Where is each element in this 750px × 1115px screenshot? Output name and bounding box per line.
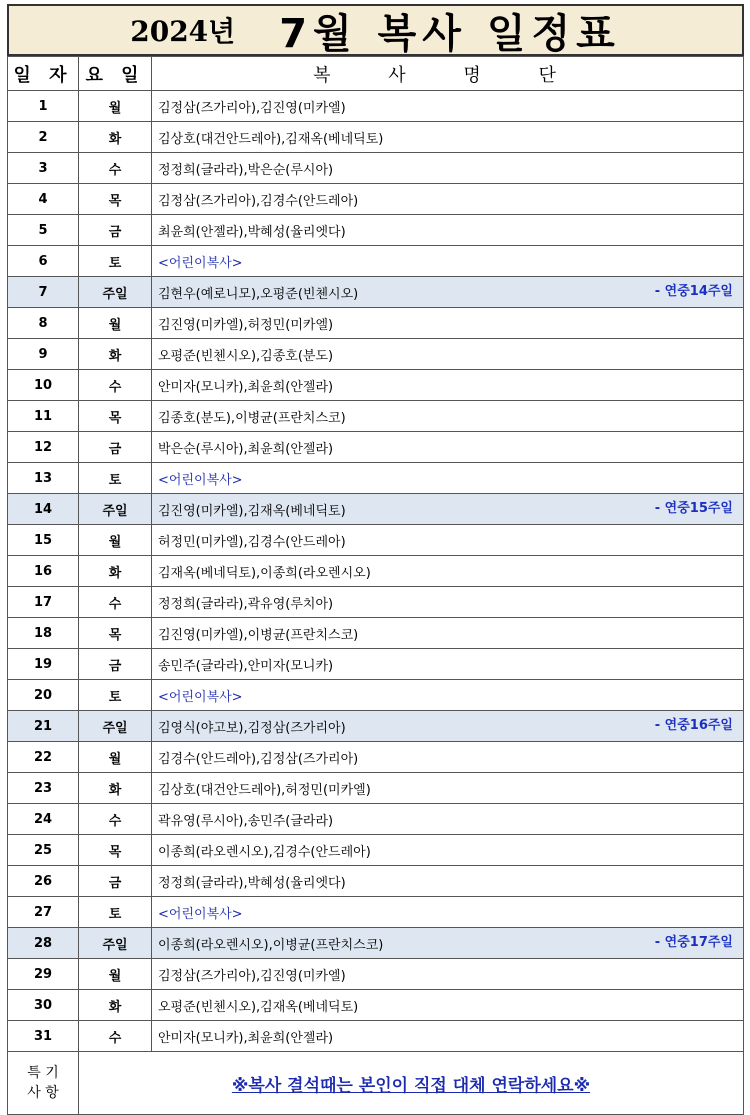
table-row — [8, 494, 744, 525]
day-cell: 13 — [8, 463, 79, 494]
weekday-cell: 화 — [79, 556, 152, 587]
day-cell: 10 — [8, 370, 79, 401]
title-bar — [7, 4, 744, 56]
header-day: 일 자 — [8, 57, 79, 91]
names-text: <어린이복사> — [158, 472, 243, 488]
names-cell — [152, 463, 744, 494]
weekday-cell: 목 — [79, 401, 152, 432]
notes-label-top: 특 기 — [27, 1065, 59, 1081]
names-text: 김경수(안드레아),김정삼(즈가리아) — [158, 751, 359, 767]
names-cell — [152, 928, 744, 959]
names-cell — [152, 773, 744, 804]
day-cell: 18 — [8, 618, 79, 649]
day-cell: 12 — [8, 432, 79, 463]
table-row — [8, 618, 744, 649]
day-cell: 31 — [8, 1021, 79, 1052]
table-row — [8, 556, 744, 587]
sunday-week-label: - 연중15주일 — [654, 501, 733, 516]
day-cell: 14 — [8, 494, 79, 525]
table-row — [8, 215, 744, 246]
names-text: 김영식(야고보),김정삼(즈가리아) — [158, 720, 346, 736]
names-cell — [152, 804, 744, 835]
day-cell: 26 — [8, 866, 79, 897]
names-cell — [152, 277, 744, 308]
names-cell — [152, 680, 744, 711]
day-cell: 21 — [8, 711, 79, 742]
notes-label — [8, 1052, 79, 1115]
names-text: 안미자(모니카),최윤희(안젤라) — [158, 379, 334, 395]
notes-text: ※복사 결석때는 본인이 직접 대체 연락하세요※ — [79, 1052, 744, 1115]
day-cell: 3 — [8, 153, 79, 184]
names-text: 김진영(미카엘),김재옥(베네딕토) — [158, 503, 346, 519]
names-cell — [152, 525, 744, 556]
table-row — [8, 463, 744, 494]
weekday-cell: 금 — [79, 215, 152, 246]
weekday-cell: 월 — [79, 308, 152, 339]
names-text: <어린이복사> — [158, 255, 243, 271]
day-cell: 1 — [8, 91, 79, 122]
names-text: 김상호(대건안드레아),허정민(미카엘) — [158, 782, 371, 798]
title-main: 7월 복사 일정표 — [279, 10, 621, 57]
day-cell: 17 — [8, 587, 79, 618]
names-cell — [152, 153, 744, 184]
names-text: 김현우(예로니모),오평준(빈첸시오) — [158, 286, 359, 302]
table-row — [8, 928, 744, 959]
day-cell: 29 — [8, 959, 79, 990]
names-cell — [152, 432, 744, 463]
table-row — [8, 897, 744, 928]
table-row — [8, 680, 744, 711]
names-text: 김정삼(즈가리아),김진영(미카엘) — [158, 968, 346, 984]
names-text: 김정삼(즈가리아),김경수(안드레아) — [158, 193, 359, 209]
table-row — [8, 432, 744, 463]
weekday-cell: 수 — [79, 804, 152, 835]
weekday-cell: 주일 — [79, 277, 152, 308]
table-row — [8, 959, 744, 990]
day-cell: 28 — [8, 928, 79, 959]
names-cell — [152, 990, 744, 1021]
names-cell — [152, 401, 744, 432]
day-cell: 25 — [8, 835, 79, 866]
names-cell — [152, 1021, 744, 1052]
weekday-cell: 금 — [79, 649, 152, 680]
table-row — [8, 153, 744, 184]
names-cell — [152, 835, 744, 866]
names-cell — [152, 649, 744, 680]
weekday-cell: 금 — [79, 432, 152, 463]
day-cell: 4 — [8, 184, 79, 215]
names-cell — [152, 122, 744, 153]
names-cell — [152, 370, 744, 401]
names-cell — [152, 308, 744, 339]
weekday-cell: 목 — [79, 618, 152, 649]
weekday-cell: 월 — [79, 525, 152, 556]
table-row — [8, 990, 744, 1021]
title-year: 2024년 — [130, 15, 236, 48]
names-text: 곽유영(루시아),송민주(글라라) — [158, 813, 334, 829]
header-row — [8, 57, 744, 91]
weekday-cell: 화 — [79, 339, 152, 370]
day-cell: 19 — [8, 649, 79, 680]
weekday-cell: 월 — [79, 91, 152, 122]
names-text: <어린이복사> — [158, 906, 243, 922]
table-row — [8, 308, 744, 339]
names-cell — [152, 587, 744, 618]
table-row — [8, 525, 744, 556]
names-cell — [152, 184, 744, 215]
names-text: 송민주(글라라),안미자(모니카) — [158, 658, 334, 674]
table-row — [8, 246, 744, 277]
names-text: 박은순(루시아),최윤희(안젤라) — [158, 441, 334, 457]
day-cell: 6 — [8, 246, 79, 277]
day-cell: 9 — [8, 339, 79, 370]
sunday-week-label: - 연중17주일 — [654, 935, 733, 950]
weekday-cell: 수 — [79, 1021, 152, 1052]
names-cell — [152, 494, 744, 525]
weekday-cell: 화 — [79, 122, 152, 153]
day-cell: 24 — [8, 804, 79, 835]
table-row — [8, 773, 744, 804]
sunday-week-label: - 연중16주일 — [654, 718, 733, 733]
names-cell — [152, 711, 744, 742]
notes-row — [8, 1052, 744, 1115]
table-row — [8, 835, 744, 866]
table-row — [8, 1021, 744, 1052]
notes-label-bottom: 사 항 — [27, 1085, 59, 1101]
weekday-cell: 수 — [79, 153, 152, 184]
day-cell: 5 — [8, 215, 79, 246]
weekday-cell: 토 — [79, 463, 152, 494]
day-cell: 30 — [8, 990, 79, 1021]
day-cell: 16 — [8, 556, 79, 587]
day-cell: 8 — [8, 308, 79, 339]
names-text: 이종희(라오렌시오),이병균(프란치스코) — [158, 937, 384, 953]
day-cell: 11 — [8, 401, 79, 432]
names-cell — [152, 866, 744, 897]
names-cell — [152, 215, 744, 246]
weekday-cell: 토 — [79, 680, 152, 711]
table-row — [8, 711, 744, 742]
names-text: 정정희(글라라),곽유영(루치아) — [158, 596, 334, 612]
day-cell: 27 — [8, 897, 79, 928]
names-text: 김재옥(베네딕토),이종희(라오렌시오) — [158, 565, 371, 581]
weekday-cell: 화 — [79, 773, 152, 804]
day-cell: 23 — [8, 773, 79, 804]
names-text: 김종호(분도),이병균(프란치스코) — [158, 410, 346, 426]
weekday-cell: 화 — [79, 990, 152, 1021]
names-text: 김진영(미카엘),허정민(미카엘) — [158, 317, 334, 333]
names-text: 오평준(빈첸시오),김재옥(베네딕토) — [158, 999, 359, 1015]
header-names: 복 사 명 단 — [152, 57, 744, 91]
names-text: 정정희(글라라),박은순(루시아) — [158, 162, 334, 178]
names-text: 김정삼(즈가리아),김진영(미카엘) — [158, 100, 346, 116]
schedule-sheet — [7, 4, 744, 1105]
names-cell — [152, 959, 744, 990]
day-cell: 22 — [8, 742, 79, 773]
weekday-cell: 수 — [79, 370, 152, 401]
names-cell — [152, 897, 744, 928]
table-row — [8, 742, 744, 773]
weekday-cell: 주일 — [79, 928, 152, 959]
table-row — [8, 277, 744, 308]
names-text: 김진영(미카엘),이병균(프란치스코) — [158, 627, 359, 643]
day-cell: 20 — [8, 680, 79, 711]
schedule-rows — [8, 91, 744, 1052]
day-cell: 7 — [8, 277, 79, 308]
names-text: 김상호(대건안드레아),김재옥(베네딕토) — [158, 131, 384, 147]
header-weekday: 요 일 — [79, 57, 152, 91]
table-row — [8, 804, 744, 835]
weekday-cell: 목 — [79, 184, 152, 215]
names-text: 최윤희(안젤라),박혜성(율리엣다) — [158, 224, 346, 240]
table-row — [8, 866, 744, 897]
weekday-cell: 수 — [79, 587, 152, 618]
weekday-cell: 토 — [79, 897, 152, 928]
names-text: 안미자(모니카),최윤희(안젤라) — [158, 1030, 334, 1046]
names-text: 정정희(글라라),박혜성(율리엣다) — [158, 875, 346, 891]
names-cell — [152, 556, 744, 587]
weekday-cell: 목 — [79, 835, 152, 866]
names-text: 오평준(빈첸시오),김종호(분도) — [158, 348, 334, 364]
names-cell — [152, 339, 744, 370]
weekday-cell: 금 — [79, 866, 152, 897]
names-text: 이종희(라오렌시오),김경수(안드레아) — [158, 844, 371, 860]
day-cell: 2 — [8, 122, 79, 153]
weekday-cell: 월 — [79, 742, 152, 773]
schedule-table — [7, 56, 744, 1115]
sunday-week-label: - 연중14주일 — [654, 284, 733, 299]
table-row — [8, 587, 744, 618]
weekday-cell: 주일 — [79, 494, 152, 525]
table-row — [8, 91, 744, 122]
weekday-cell: 월 — [79, 959, 152, 990]
day-cell: 15 — [8, 525, 79, 556]
table-row — [8, 401, 744, 432]
table-row — [8, 649, 744, 680]
names-text: <어린이복사> — [158, 689, 243, 705]
names-cell — [152, 742, 744, 773]
names-text: 허정민(미카엘),김경수(안드레아) — [158, 534, 346, 550]
table-row — [8, 339, 744, 370]
weekday-cell: 주일 — [79, 711, 152, 742]
names-cell — [152, 91, 744, 122]
table-row — [8, 122, 744, 153]
table-row — [8, 184, 744, 215]
weekday-cell: 토 — [79, 246, 152, 277]
names-cell — [152, 246, 744, 277]
table-row — [8, 370, 744, 401]
names-cell — [152, 618, 744, 649]
